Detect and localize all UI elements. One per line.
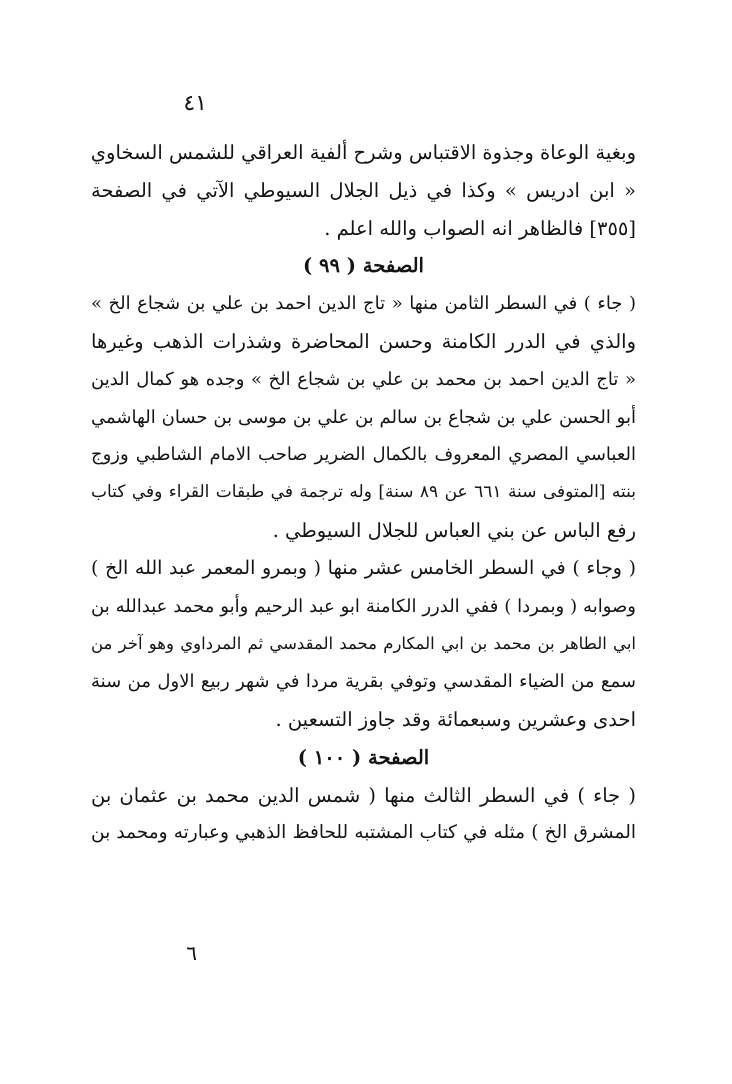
section-heading: الصفحة ( ١٠٠ ) <box>297 745 430 769</box>
text-line: رفع الباس عن بني العباس للجلال السيوطي . <box>272 518 636 542</box>
text-line: ( جاء ) في السطر الثالث منها ( شمس الدين محمد بن عثمان بن <box>91 783 636 807</box>
text-line: بنته [المتوفى سنة ٦٦١ عن ٨٩ سنة] وله ترجمة في طبقات القراء وفي كتاب <box>91 482 636 503</box>
text-line: احدى وعشرين وسبعمائة وقد جاوز التسعين . <box>275 707 636 731</box>
page-number: ٤١ <box>183 91 207 116</box>
text-line: ( جاء ) في السطر الثامن منها « تاج الدين احمد بن علي بن شجاع الخ » <box>91 293 636 315</box>
text-line: والذي في الدرر الكامنة وحسن المحاضرة وشذرات الذهب وغيرها <box>91 329 636 353</box>
text-line: العباسي المصري المعروف بالكمال الضرير صاحب الامام الشاطبي وزوج <box>91 444 636 466</box>
signature-mark: ٦ <box>186 941 197 965</box>
text-line: أبو الحسن علي بن شجاع بن سالم بن علي بن موسى بن حسان الهاشمي <box>91 406 636 428</box>
text-line: ( وجاء ) في السطر الخامس عشر منها ( وبمرو المعمر عبد الله الخ ) <box>91 556 636 579</box>
body-text <box>91 134 636 852</box>
text-line: ابي الطاهر بن محمد بن ابي المكارم محمد المقدسي ثم المرداوي وهو آخر من <box>91 634 636 654</box>
text-line: المشرق الخ ) مثله في كتاب المشتبه للحافظ الذهبي وعبارته ومحمد بن <box>91 822 636 844</box>
section-heading: الصفحة ( ٩٩ ) <box>303 254 424 278</box>
text-line: سمع من الضياء المقدسي وتوفي بقرية مردا في شهر ربيع الاول من سنة <box>91 671 636 693</box>
text-line: « ابن ادريس » وكذا في ذيل الجلال السيوطي الآتي في الصفحة <box>91 178 636 202</box>
text-line: وصوابه ( وبمردا ) ففي الدرر الكامنة ابو عبد الرحيم وأبو محمد عبدالله بن <box>91 595 636 617</box>
text-line: [٣٥٥] فالظاهر انه الصواب والله اعلم . <box>324 216 636 240</box>
text-line: « تاج الدين احمد بن محمد بن علي بن شجاع الخ » وجده هو كمال الدين <box>91 368 636 390</box>
text-line: وبغية الوعاة وجذوة الاقتباس وشرح ألفية العراقي للشمس السخاوي <box>91 141 636 164</box>
